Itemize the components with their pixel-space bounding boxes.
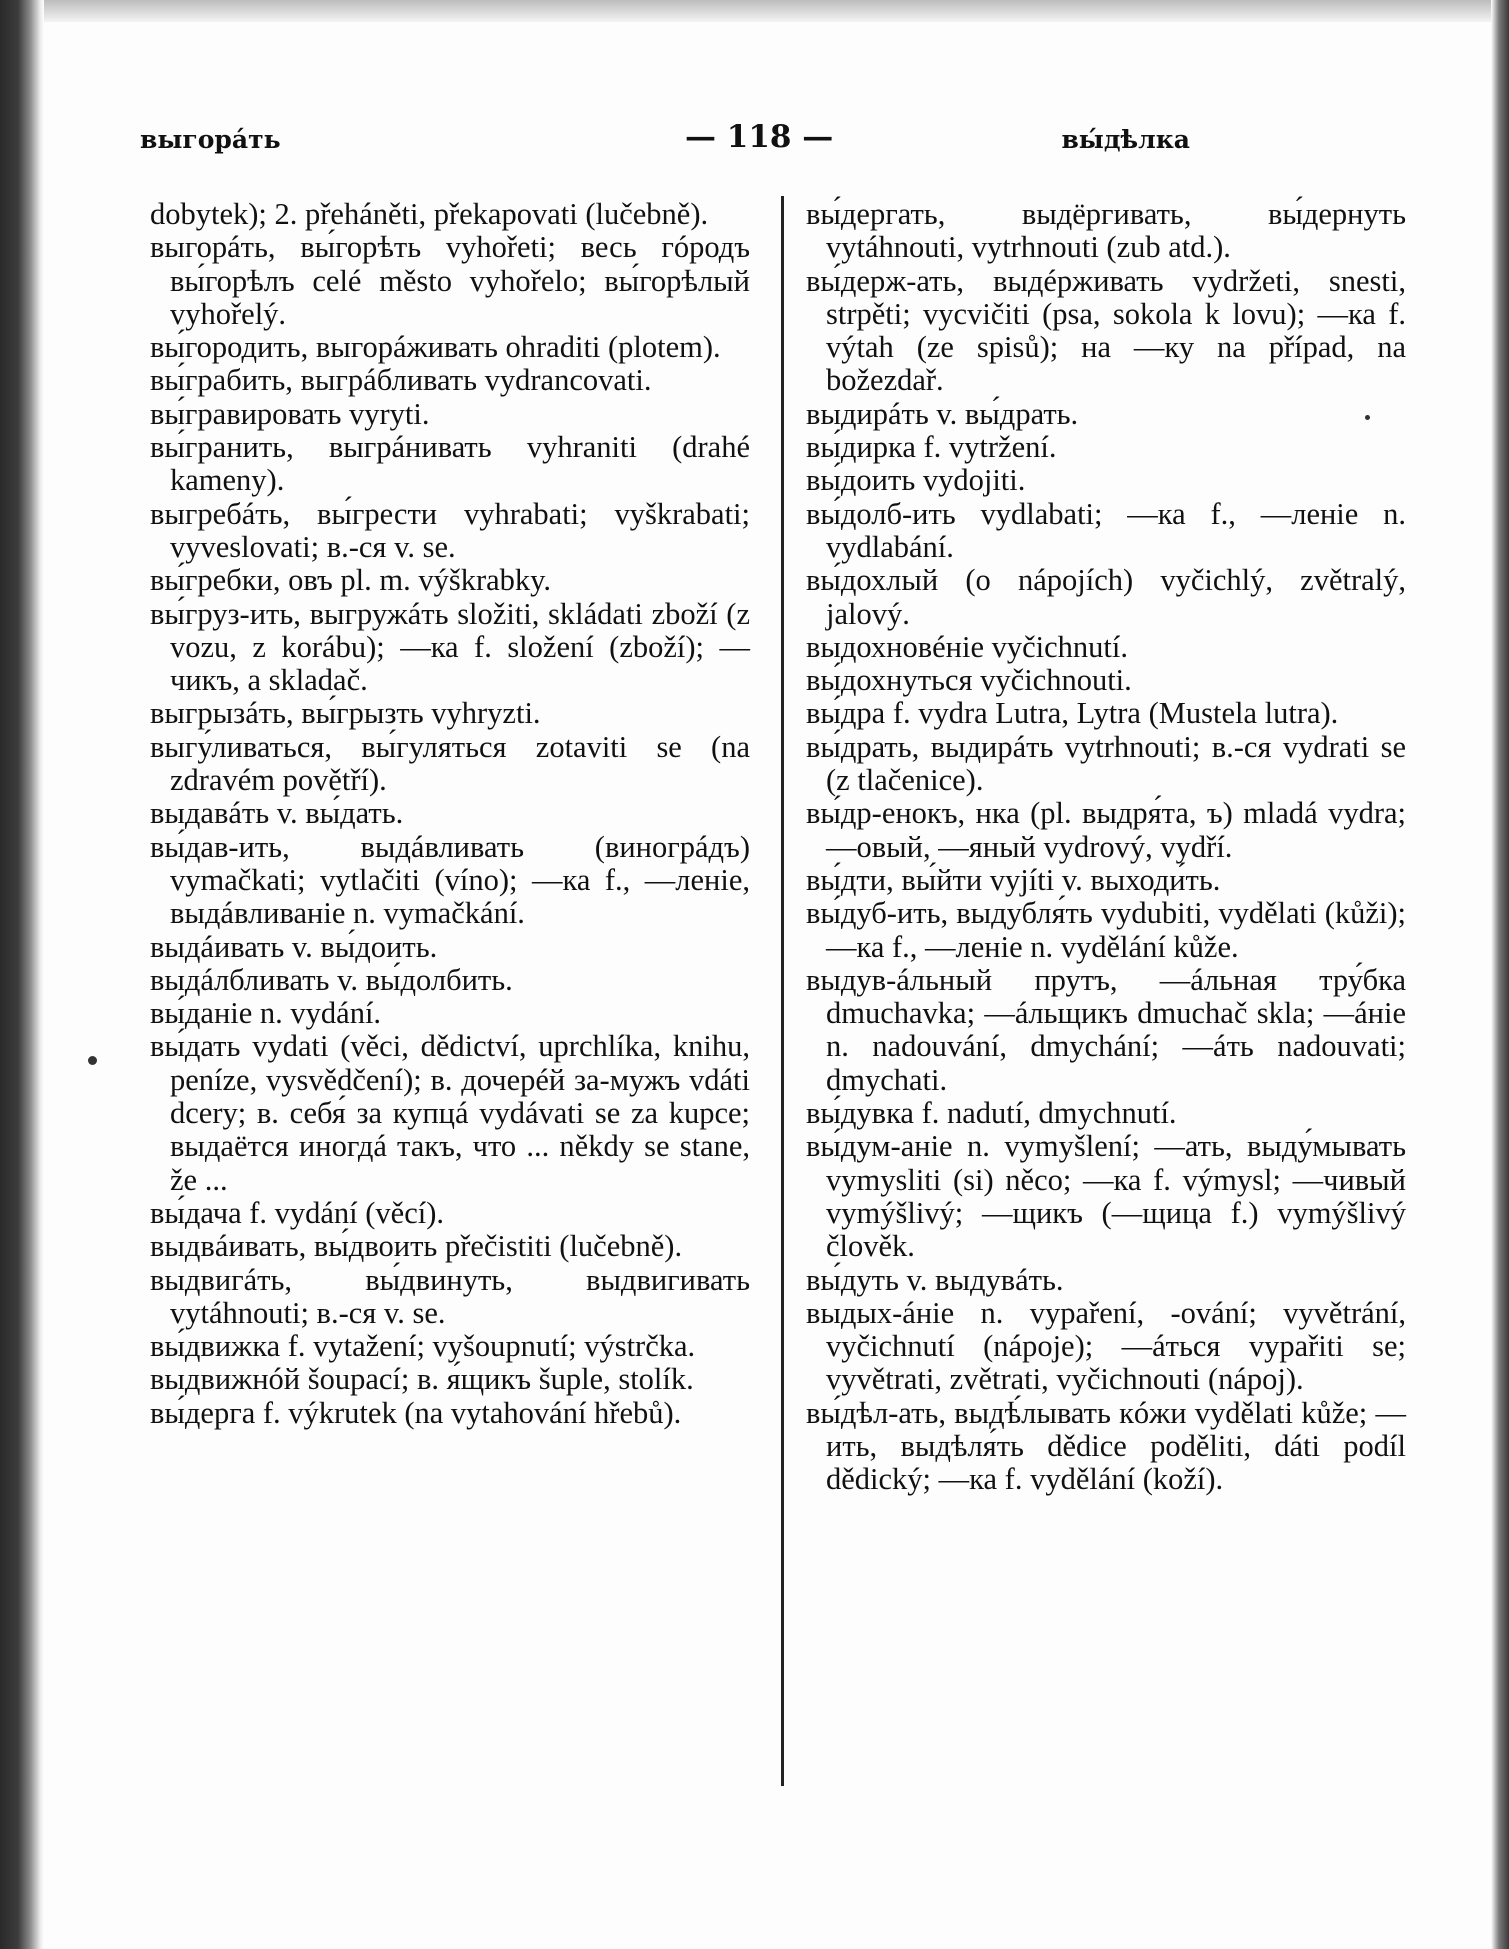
dictionary-entry: выгребáть, вы́грести vyhrabati; vyškrabati; vyveslovati; в.-ся v. se.	[150, 496, 750, 564]
dictionary-entry: вы́дохнуться vyčichnouti.	[806, 663, 1132, 698]
ink-speck	[1365, 415, 1370, 420]
header-left-guideword: выгорáть	[140, 125, 281, 154]
right-column	[806, 198, 1406, 1497]
dictionary-entry: вы́дерга f. výkrutek (na vytahování hřebů).	[150, 1395, 682, 1430]
dictionary-entry: вы́даніе n. vydání.	[150, 996, 382, 1031]
dictionary-entry: вы́др-енокъ, нка (pl. выдря́та, ъ) mladá vydra; —овый, —яный vydrový, vydří.	[806, 796, 1406, 864]
dictionary-entry: вы́долб-ить vydlabati; —ка f., —леніе n. vydlabání.	[806, 496, 1406, 564]
dictionary-entry: вы́дача f. vydání (věcí).	[150, 1195, 445, 1230]
dictionary-entry: вы́груз-ить, выгружáть složiti, skládati zboží (z vozu, z korábu); —ка f. složení (zboží); —чикъ, a skladač.	[150, 596, 750, 698]
dictionary-entry: вы́гравировать vyryti.	[150, 396, 430, 431]
dictionary-entry: вы́городить, выгорáживать ohraditi (plotem).	[150, 330, 721, 365]
scan-border-top	[0, 0, 1509, 22]
dictionary-entry: dobytek); 2. přeháněti, překapovati (lučebně).	[150, 197, 709, 231]
column-divider	[781, 196, 784, 1786]
dictionary-entry: вы́доить vydojiti.	[806, 463, 1026, 498]
dictionary-entry: выдавáть v. вы́дать.	[150, 796, 404, 831]
dictionary-entry: выдохновéніе vyčichnutí.	[806, 629, 1128, 664]
dictionary-entry: вы́дра f. vydra Lutra, Lytra (Mustela lutra).	[806, 696, 1339, 731]
header-right-guideword: вы́дѣлка	[1061, 125, 1190, 154]
ink-speck	[88, 1056, 97, 1065]
dictionary-entry: вы́гранить, выгрáнивать vyhraniti (drahé kameny).	[150, 430, 750, 498]
dictionary-entry: вы́дать vydati (věci, dědictví, uprchlíka, knihu, peníze, vysvědčení); в. дочерéй за-мужъ vdáti dcery; в. себя́ за купцá vydávati se za kupce; выдаётся иногдá такъ, что ... někdy se stane, že ...	[150, 1029, 750, 1197]
dictionary-entry: выдвижнóй šoupací; в. я́щикъ šuple, stolík.	[150, 1362, 694, 1397]
dictionary-entry: вы́дирка f. vytržení.	[806, 430, 1057, 465]
dictionary-entry: выдых-áніе n. vypaření, -ování; vyvětrání, vyčichnutí (nápoje); —áться vypařiti se; vyvětrati, zvětrati, vyčichnouti (nápoj).	[806, 1295, 1406, 1397]
dictionary-entry: выгу́ливаться, вы́гуляться zotaviti se (na zdravém povětří).	[150, 729, 750, 798]
dictionary-entry: вы́дѣл-ать, выдѣ́лывать кóжи vydělati kůže; —ить, выдѣля́ть dědice poděliti, dáti podíl dědický; —ка f. vydělání (koží).	[806, 1395, 1406, 1497]
dictionary-entry: вы́дувка f. nadutí, dmychnutí.	[806, 1096, 1177, 1131]
dictionary-entry: вы́дуть v. выдувáть.	[806, 1262, 1064, 1297]
dictionary-entry: вы́дти, вы́йти vyjíti v. выходи́ть.	[806, 862, 1221, 897]
dictionary-entry: выгрызáть, вы́грызть vyhryzti.	[150, 696, 541, 731]
dictionary-entry: выдвигáть, вы́двинуть, выдвигивать vytáhnouti; в.-ся v. se.	[150, 1262, 750, 1330]
dictionary-entry: выдвáивать, вы́двоить přečistiti (lučebně).	[150, 1229, 683, 1264]
dictionary-entry: вы́драть, выдирáть vytrhnouti; в.-ся vydrati se (z tlačenice).	[806, 729, 1406, 798]
dictionary-entry: выгорáть, вы́горѣть vyhořeti; весь гóродъ вы́горѣлъ celé město vyhořelo; вы́горѣлый vyhořelý.	[150, 230, 750, 331]
dictionary-entry: вы́дергать, выдёргивать, вы́дернуть vytáhnouti, vytrhnouti (zub atd.).	[806, 197, 1406, 265]
dictionary-entry: вы́дуб-ить, выдубля́ть vydubiti, vydělati (kůži); —ка f., —леніе n. vydělání kůže.	[806, 896, 1406, 964]
dictionary-entry: вы́грабить, выгрáбливать vydrancovati.	[150, 363, 652, 398]
left-column	[150, 198, 750, 1430]
dictionary-entry: выдирáть v. вы́драть.	[806, 396, 1079, 431]
dictionary-entry: вы́держ-ать, выдéрживать vydržeti, snesti, strpěti; vycvičiti (psa, sokola k lovu); —ка f. výtah (ze spisů); на —ку na případ, na božezdař.	[806, 263, 1406, 398]
dictionary-entry: выдáивать v. вы́доить.	[150, 929, 438, 964]
scan-border-right	[1491, 0, 1509, 1949]
running-head	[140, 119, 1190, 165]
dictionary-entry: вы́гребки, овъ pl. m. výškrabky.	[150, 563, 552, 598]
scan-border-left	[0, 0, 44, 1949]
dictionary-entry: вы́дав-ить, выдáвливать (виногрáдъ) vymačkati; vytlačiti (víno); —ка f., —леніе, выдáвливаніе n. vymačkání.	[150, 829, 750, 931]
dictionary-entry: выдув-áльный прутъ, —áльная тру́бка dmuchavka; —áльщикъ dmuchač skla; —áніе n. nadouvání, dmychání; —áть nadouvati; dmychati.	[806, 962, 1406, 1097]
page-number: — 118 —	[685, 119, 834, 155]
dictionary-entry: вы́движка f. vytažení; vyšoupnutí; výstrčka.	[150, 1329, 696, 1364]
dictionary-entry: вы́дохлый (o nápojích) vyčichlý, zvětralý, jalový.	[806, 563, 1406, 631]
dictionary-entry: вы́дум-аніе n. vymyšlení; —ать, выду́мывать vymysliti (si) něco; —ка f. výmysl; —чивый vymýšlivý; —щикъ (—щица f.) vymýšlivý člověk.	[806, 1129, 1406, 1264]
dictionary-entry: выдáлбливать v. вы́долбить.	[150, 962, 513, 997]
